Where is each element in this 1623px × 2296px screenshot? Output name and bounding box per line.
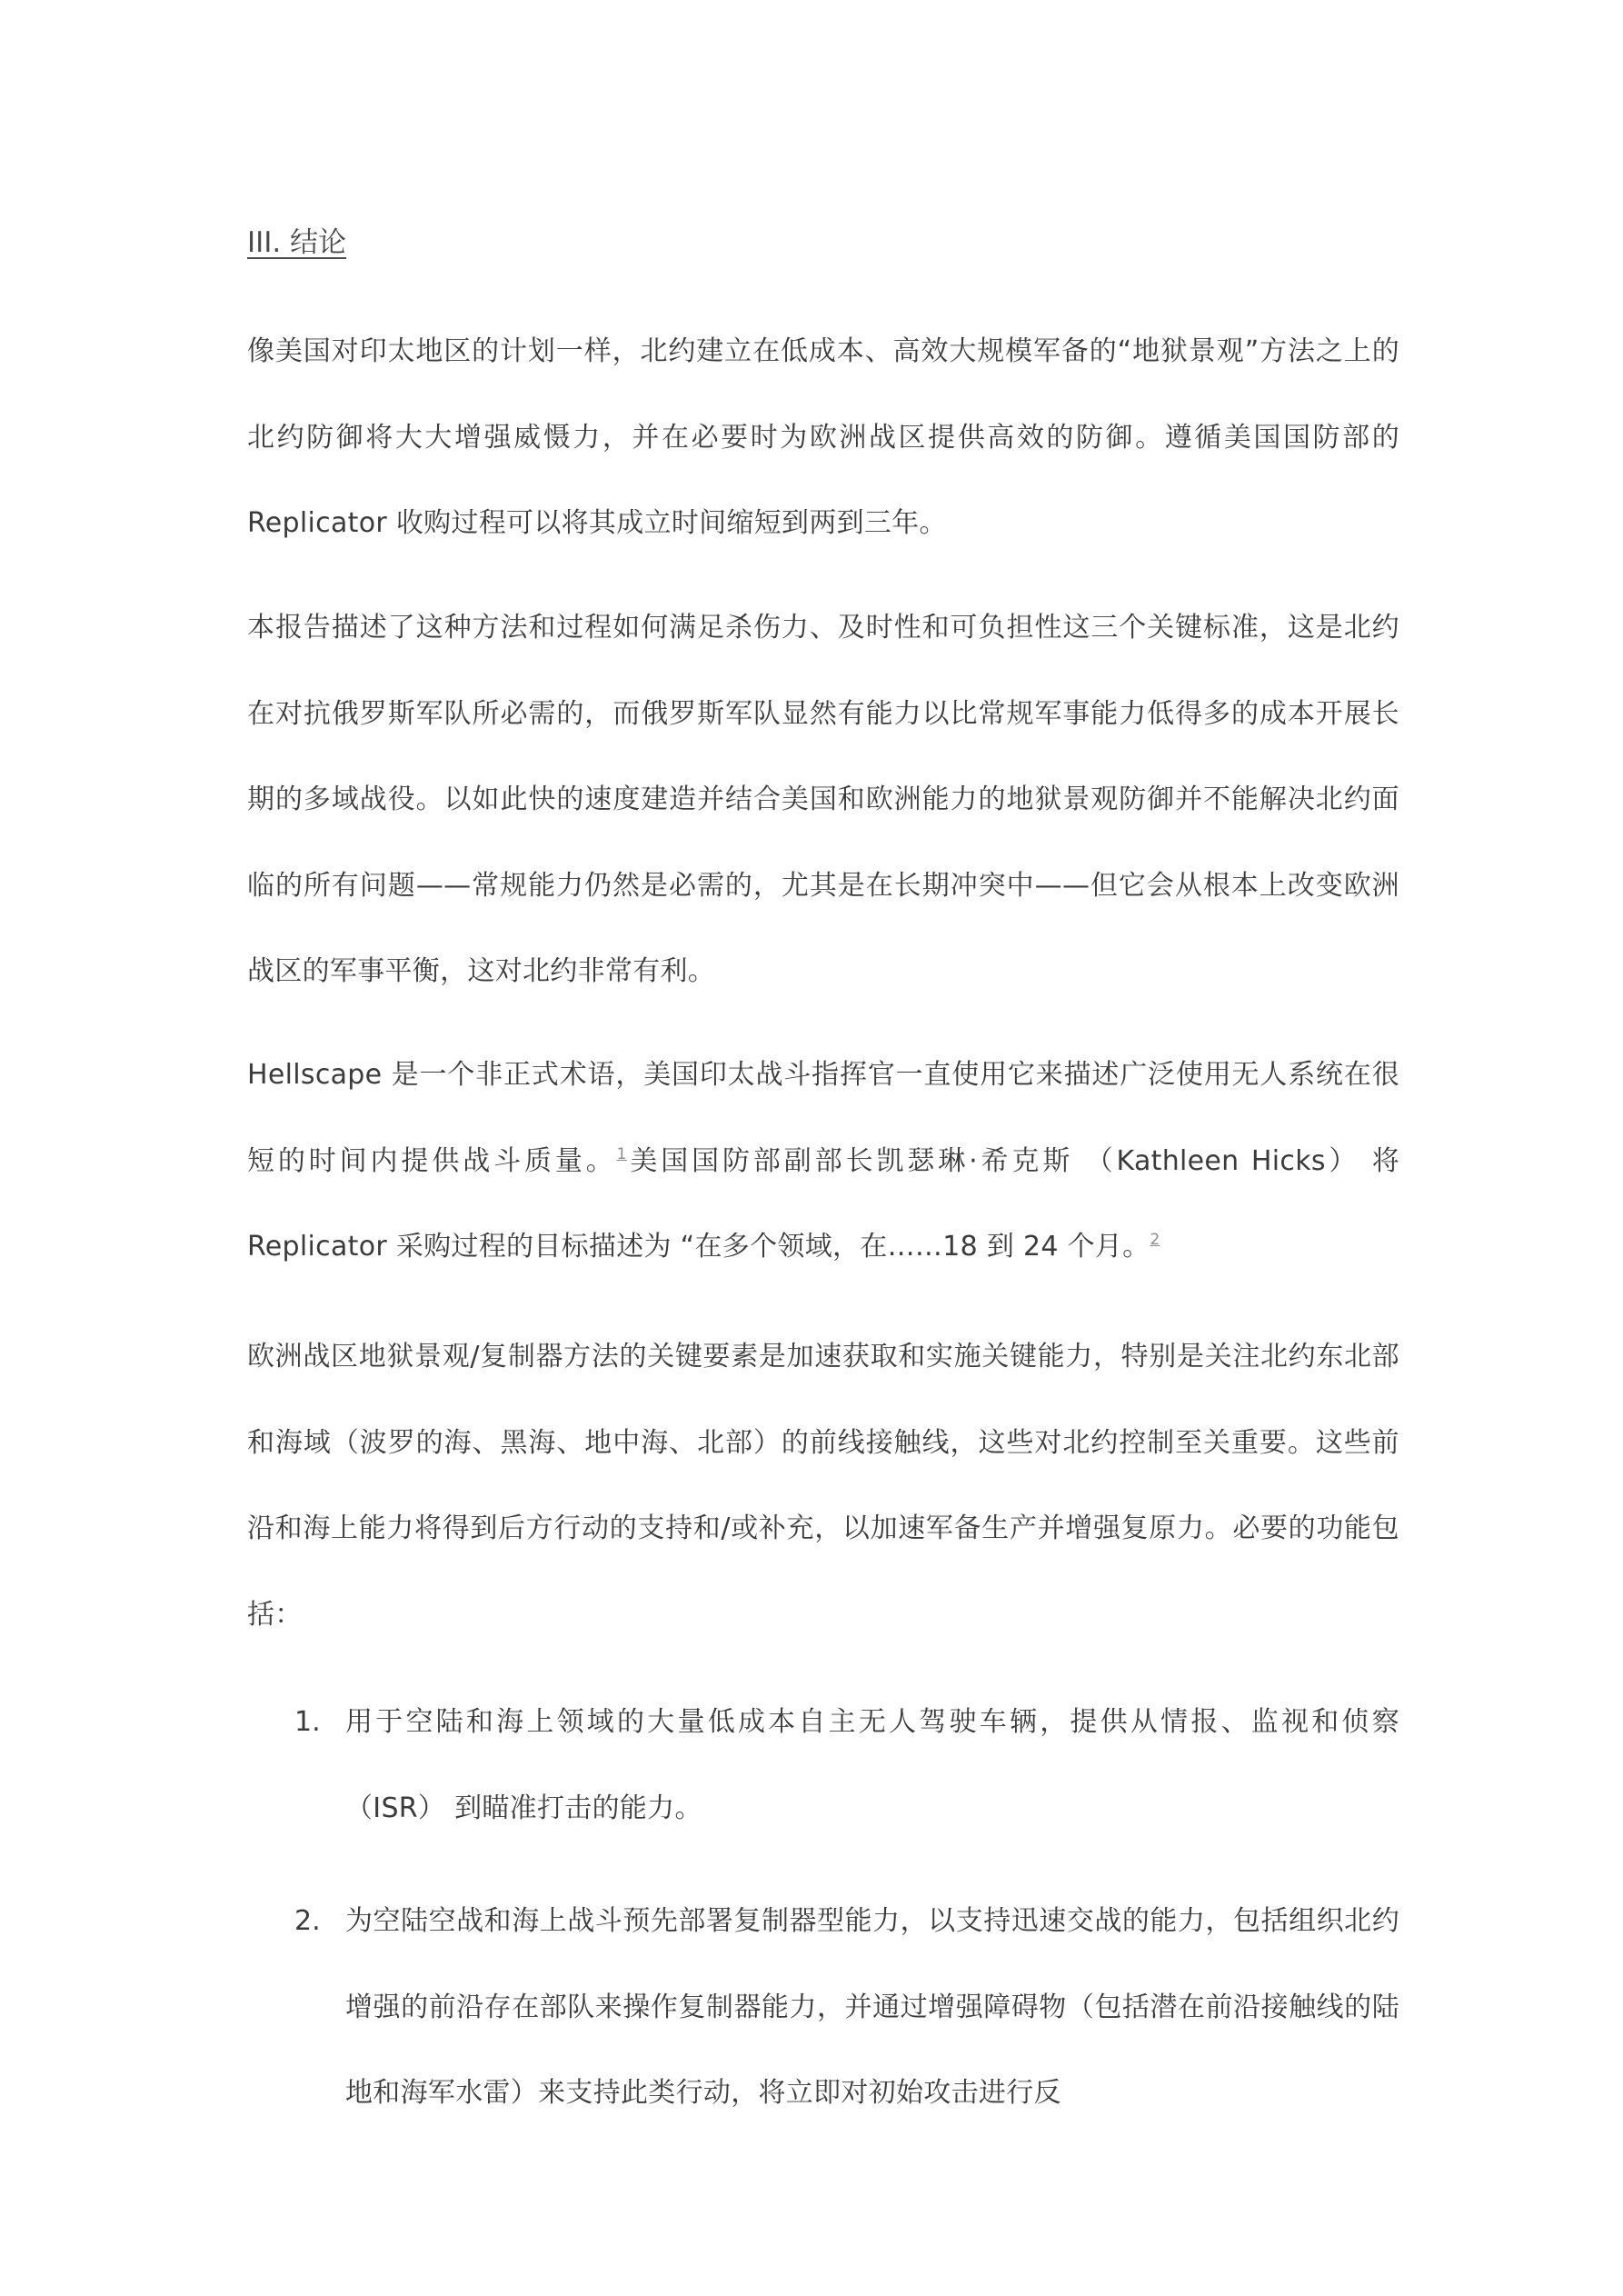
list-item-text: 用于空陆和海上领域的大量低成本自主无人驾驶车辆，提供从情报、监视和侦察 （ISR） 到瞄准打击的能力。 bbox=[345, 1706, 1399, 1824]
footnote-ref-1[interactable]: 1 bbox=[616, 1144, 627, 1163]
paragraph-criteria: 本报告描述了这种方法和过程如何满足杀伤力、及时性和可负担性这三个关键标准，这是北约在对抗俄罗斯军队所必需的，而俄罗斯军队显然有能力以比常规军事能力低得多的成本开展长期的多域战役。以如此快的速度建造并结合美国和欧洲能力的地狱景观防御并不能解决北约面临的所有问题——常规能力仍然是必需的，尤其是在长期冲突中——但它会从根本上改变欧洲战区的军事平衡，这对北约非常有利。 bbox=[247, 612, 1399, 987]
list-item-text: 为空陆空战和海上战斗预先部署复制器型能力，以支持迅速交战的能力，包括组织北约增强的前沿存在部队来操作复制器能力，并通过增强障碍物（包括潜在前沿接触线的陆地和海军水雷）来支持此类行动，将立即对初始攻击进行反 bbox=[345, 1905, 1399, 2109]
list-item-number: 1. bbox=[294, 1706, 321, 1738]
hellscape-text: Hellscape 是一个非正式术语，美国印太战斗指挥官一直使用它来描述广泛使用无人系统在很短的时间内提供战斗质量。 bbox=[247, 1059, 1399, 1177]
list-item bbox=[247, 1879, 1399, 2137]
list-item-number: 2. bbox=[294, 1905, 321, 1937]
hicks-text: 美国国防部副部长凯瑟琳·希克斯 （Kathleen Hicks） 将 Replicator 采购过程的目标描述为 “在多个领域，在……18 到 24 个月。 bbox=[247, 1144, 1399, 1263]
paragraph-key-elements: 欧洲战区地狱景观/复制器方法的关键要素是加速获取和实施关键能力，特别是关注北约东北部和海域（波罗的海、黑海、地中海、北部）的前线接触线，这些对北约控制至关重要。这些前沿和海上能力将得到后方行动的支持和/或补充，以加速军备生产并增强复原力。必要的功能包括： bbox=[247, 1341, 1399, 1631]
section-heading[interactable]: III. 结论 bbox=[247, 226, 347, 259]
list-item bbox=[247, 1680, 1399, 1852]
paragraph-intro: 像美国对印太地区的计划一样，北约建立在低成本、高效大规模军备的“地狱景观”方法之上的北约防御将大大增强威慑力，并在必要时为欧洲战区提供高效的防御。遵循美国国防部的 Replicator 收购过程可以将其成立时间缩短到两到三年。 bbox=[247, 335, 1399, 539]
footnote-ref-2[interactable]: 2 bbox=[1150, 1231, 1160, 1249]
paragraph-hellscape bbox=[247, 1033, 1399, 1291]
